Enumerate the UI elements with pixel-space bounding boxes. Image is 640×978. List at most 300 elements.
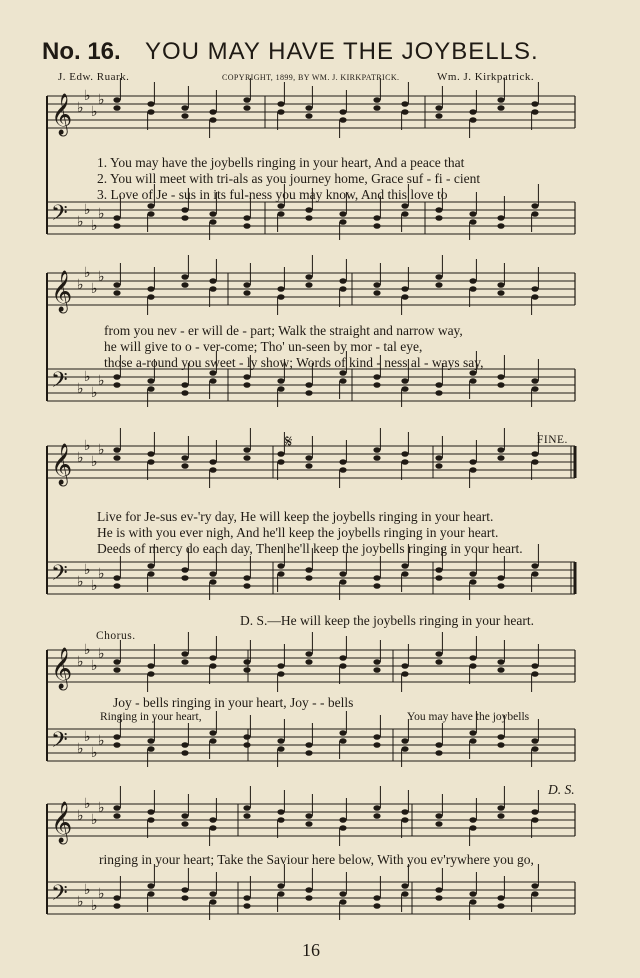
notehead	[305, 105, 312, 111]
notehead	[181, 651, 188, 657]
notehead	[277, 203, 284, 209]
notehead	[305, 651, 312, 657]
flat-icon: ♭	[98, 206, 105, 222]
segno-sign: 𝄋	[285, 432, 293, 451]
notehead	[401, 738, 408, 744]
notehead	[305, 821, 312, 827]
notehead	[435, 813, 442, 819]
notehead	[243, 290, 250, 296]
notehead	[339, 278, 346, 284]
notehead	[469, 663, 476, 669]
notehead	[209, 378, 216, 384]
notehead	[147, 671, 154, 677]
notehead	[209, 467, 216, 473]
notehead	[305, 463, 312, 469]
notehead	[373, 282, 380, 288]
flat-icon: ♭	[91, 218, 98, 234]
notehead	[469, 286, 476, 292]
notehead	[305, 567, 312, 573]
notehead	[243, 813, 250, 819]
notehead	[181, 455, 188, 461]
notehead	[209, 211, 216, 217]
flat-icon: ♭	[77, 100, 84, 116]
flat-icon: ♭	[77, 381, 84, 397]
notehead	[531, 203, 538, 209]
notehead	[435, 651, 442, 657]
notehead	[497, 734, 504, 740]
notehead	[243, 223, 250, 229]
notehead	[181, 895, 188, 901]
notehead	[113, 382, 120, 388]
notehead	[113, 455, 120, 461]
verse-1-line-1: 1. You may have the joybells ringing in your heart, And a peace that	[97, 155, 465, 170]
flat-icon: ♭	[77, 741, 84, 757]
treble-clef-icon: 𝄞	[51, 94, 73, 135]
notehead	[305, 390, 312, 396]
flat-icon: ♭	[84, 369, 91, 385]
notehead	[209, 891, 216, 897]
notehead	[147, 809, 154, 815]
notehead	[469, 467, 476, 473]
notehead	[339, 663, 346, 669]
notehead	[469, 378, 476, 384]
notehead	[339, 891, 346, 897]
notehead	[373, 734, 380, 740]
flat-icon: ♭	[77, 214, 84, 230]
flat-icon: ♭	[98, 733, 105, 749]
chorus-line-2-lyrics: ringing in your heart; Take the Saviour here below, With you ev'rywhere you go,	[99, 852, 534, 867]
notehead	[305, 455, 312, 461]
notehead	[305, 895, 312, 901]
notehead	[209, 286, 216, 292]
notehead	[243, 805, 250, 811]
notehead	[113, 282, 120, 288]
verse-2-line-3: He is with you ever nigh, And he'll keep the joybells ringing in your heart.	[97, 525, 499, 540]
notehead	[373, 583, 380, 589]
notehead	[113, 575, 120, 581]
lyricist-credit: J. Edw. Ruark.	[58, 71, 130, 83]
notehead	[243, 374, 250, 380]
flat-icon: ♭	[84, 562, 91, 578]
notehead	[243, 903, 250, 909]
notehead	[401, 286, 408, 292]
notehead	[147, 211, 154, 217]
notehead	[531, 738, 538, 744]
notehead	[435, 567, 442, 573]
notehead	[277, 671, 284, 677]
notehead	[373, 97, 380, 103]
dal-segno-mark: D. S.	[548, 782, 575, 797]
notehead	[243, 742, 250, 748]
notehead	[531, 294, 538, 300]
notehead	[305, 659, 312, 665]
notehead	[243, 97, 250, 103]
notehead	[497, 742, 504, 748]
notehead	[373, 290, 380, 296]
bass-clef-icon: 𝄢	[51, 561, 68, 591]
notehead	[469, 825, 476, 831]
notehead	[339, 899, 346, 905]
chorus-label: Chorus.	[96, 630, 136, 642]
notehead	[277, 451, 284, 457]
verse-3-line-3: Deeds of mercy do each day, Then he'll keep the joybells ringing in your heart.	[97, 541, 523, 556]
notehead	[531, 746, 538, 752]
flat-icon: ♭	[77, 654, 84, 670]
notehead	[339, 378, 346, 384]
notehead	[469, 655, 476, 661]
notehead	[209, 825, 216, 831]
notehead	[401, 891, 408, 897]
notehead	[113, 667, 120, 673]
notehead	[147, 294, 154, 300]
notehead	[531, 809, 538, 815]
notehead	[277, 809, 284, 815]
notehead	[497, 667, 504, 673]
notehead	[277, 891, 284, 897]
notehead	[277, 211, 284, 217]
notehead	[531, 883, 538, 889]
notehead	[209, 655, 216, 661]
notehead	[497, 105, 504, 111]
notehead	[497, 97, 504, 103]
flat-icon: ♭	[91, 745, 98, 761]
verse-3-line-2: those a-round you sweet - ly show; Words of kind - ness al - ways say,	[104, 355, 484, 370]
notehead	[497, 659, 504, 665]
notehead	[339, 579, 346, 585]
notehead	[373, 813, 380, 819]
notehead	[181, 567, 188, 573]
notehead	[373, 374, 380, 380]
flat-icon: ♭	[77, 277, 84, 293]
notehead	[339, 817, 346, 823]
flat-icon: ♭	[84, 882, 91, 898]
notehead	[277, 459, 284, 465]
notehead	[277, 101, 284, 107]
treble-clef-icon: 𝄞	[51, 802, 73, 843]
notehead	[147, 386, 154, 392]
notehead	[531, 286, 538, 292]
notehead	[373, 805, 380, 811]
notehead	[531, 386, 538, 392]
notehead	[209, 817, 216, 823]
flat-icon: ♭	[84, 729, 91, 745]
notehead	[401, 109, 408, 115]
notehead	[243, 382, 250, 388]
notehead	[339, 219, 346, 225]
notehead	[113, 374, 120, 380]
notehead	[339, 117, 346, 123]
notehead	[209, 730, 216, 736]
notehead	[305, 575, 312, 581]
notehead	[435, 274, 442, 280]
notehead	[469, 278, 476, 284]
verse-3-line-1: 3. Love of Je - sus in its ful-ness you may know, And this love to	[97, 187, 448, 202]
notehead	[305, 274, 312, 280]
notehead	[209, 109, 216, 115]
notehead	[531, 101, 538, 107]
notehead	[435, 750, 442, 756]
notehead	[147, 459, 154, 465]
notehead	[531, 459, 538, 465]
notehead	[373, 659, 380, 665]
notehead	[401, 386, 408, 392]
notehead	[401, 459, 408, 465]
chorus-lyrics: Joy - bells ringing in your heart, Joy - - bells	[113, 695, 354, 710]
notehead	[373, 382, 380, 388]
notehead	[181, 382, 188, 388]
notehead	[531, 891, 538, 897]
notehead	[277, 817, 284, 823]
notehead	[339, 211, 346, 217]
notehead	[113, 223, 120, 229]
notehead	[209, 370, 216, 376]
notehead	[531, 378, 538, 384]
flat-icon: ♭	[77, 574, 84, 590]
notehead	[277, 294, 284, 300]
notehead	[243, 455, 250, 461]
verse-1-line-2: from you nev - er will de - part; Walk the straight and narrow way,	[104, 323, 463, 338]
notehead	[469, 109, 476, 115]
notehead	[181, 105, 188, 111]
notehead	[497, 215, 504, 221]
notehead	[209, 219, 216, 225]
notehead	[113, 583, 120, 589]
notehead	[401, 746, 408, 752]
notehead	[181, 113, 188, 119]
notehead	[277, 386, 284, 392]
bass-clef-icon: 𝄢	[51, 728, 68, 758]
notehead	[113, 215, 120, 221]
notehead	[181, 390, 188, 396]
bass-clef-icon: 𝄢	[51, 368, 68, 398]
notehead	[469, 370, 476, 376]
flat-icon: ♭	[84, 796, 91, 812]
notehead	[113, 895, 120, 901]
notehead	[373, 895, 380, 901]
notehead	[339, 286, 346, 292]
flat-icon: ♭	[98, 646, 105, 662]
notehead	[401, 294, 408, 300]
notehead	[435, 390, 442, 396]
notehead	[469, 117, 476, 123]
notehead	[469, 219, 476, 225]
notehead	[531, 571, 538, 577]
notehead	[147, 891, 154, 897]
notehead	[497, 813, 504, 819]
notehead	[339, 825, 346, 831]
notehead	[469, 891, 476, 897]
treble-clef-icon: 𝄞	[51, 444, 73, 485]
notehead	[531, 451, 538, 457]
notehead	[497, 903, 504, 909]
notehead	[435, 575, 442, 581]
notehead	[497, 805, 504, 811]
notehead	[373, 223, 380, 229]
flat-icon: ♭	[98, 800, 105, 816]
notehead	[181, 274, 188, 280]
notehead	[435, 113, 442, 119]
notehead	[531, 563, 538, 569]
notehead	[469, 211, 476, 217]
notehead	[401, 663, 408, 669]
dal-segno-line: D. S.—He will keep the joybells ringing in your heart.	[240, 613, 534, 628]
notehead	[147, 746, 154, 752]
notehead	[243, 282, 250, 288]
flat-icon: ♭	[84, 88, 91, 104]
notehead	[401, 883, 408, 889]
notehead	[113, 447, 120, 453]
notehead	[401, 563, 408, 569]
notehead	[181, 463, 188, 469]
notehead	[401, 809, 408, 815]
notehead	[277, 883, 284, 889]
notehead	[209, 579, 216, 585]
notehead	[469, 579, 476, 585]
flat-icon: ♭	[91, 898, 98, 914]
notehead	[181, 282, 188, 288]
notehead	[305, 215, 312, 221]
notehead	[113, 734, 120, 740]
notehead	[209, 738, 216, 744]
notehead	[497, 223, 504, 229]
notehead	[113, 105, 120, 111]
flat-icon: ♭	[98, 442, 105, 458]
verse-2-line-1: 2. You will meet with tri-als as you journey home, Grace suf - fi - cient	[97, 171, 481, 186]
notehead	[401, 203, 408, 209]
notehead	[469, 817, 476, 823]
notehead	[243, 734, 250, 740]
notehead	[209, 117, 216, 123]
hymn-title: YOU MAY HAVE THE JOYBELLS.	[145, 38, 539, 65]
flat-icon: ♭	[84, 202, 91, 218]
notehead	[531, 663, 538, 669]
flat-icon: ♭	[91, 658, 98, 674]
notehead	[373, 447, 380, 453]
notehead	[373, 903, 380, 909]
notehead	[277, 109, 284, 115]
notehead	[209, 278, 216, 284]
flat-icon: ♭	[91, 578, 98, 594]
notehead	[469, 899, 476, 905]
notehead	[181, 742, 188, 748]
flat-icon: ♭	[77, 808, 84, 824]
flat-icon: ♭	[91, 454, 98, 470]
notehead	[147, 101, 154, 107]
notehead	[305, 282, 312, 288]
notehead	[181, 821, 188, 827]
notehead	[243, 105, 250, 111]
notehead	[209, 663, 216, 669]
notehead	[401, 817, 408, 823]
notehead	[435, 821, 442, 827]
notehead	[435, 105, 442, 111]
flat-icon: ♭	[84, 438, 91, 454]
notehead	[339, 467, 346, 473]
notehead	[435, 887, 442, 893]
flat-icon: ♭	[98, 269, 105, 285]
notehead	[497, 455, 504, 461]
notehead	[401, 451, 408, 457]
notehead	[277, 571, 284, 577]
notehead	[209, 571, 216, 577]
notehead	[113, 742, 120, 748]
notehead	[277, 563, 284, 569]
flat-icon: ♭	[98, 373, 105, 389]
notehead	[531, 109, 538, 115]
notehead	[209, 459, 216, 465]
notehead	[373, 575, 380, 581]
notehead	[277, 738, 284, 744]
notehead	[435, 463, 442, 469]
treble-clef-icon: 𝄞	[51, 271, 73, 312]
notehead	[373, 105, 380, 111]
notehead	[401, 671, 408, 677]
flat-icon: ♭	[91, 104, 98, 120]
notehead	[147, 203, 154, 209]
bass-clef-icon: 𝄢	[51, 201, 68, 231]
notehead	[435, 659, 442, 665]
notehead	[147, 817, 154, 823]
verse-2-line-2: he will give to o - ver-come; Tho' un-seen by mor - tal eye,	[104, 339, 423, 354]
notehead	[373, 455, 380, 461]
verse-1-line-3: Live for Je-sus ev-'ry day, He will keep the joybells ringing in your heart.	[97, 509, 494, 524]
notehead	[181, 813, 188, 819]
notehead	[181, 750, 188, 756]
notehead	[147, 109, 154, 115]
notehead	[147, 663, 154, 669]
notehead	[435, 455, 442, 461]
flat-icon: ♭	[77, 894, 84, 910]
notehead	[339, 738, 346, 744]
notehead	[305, 813, 312, 819]
notehead	[243, 667, 250, 673]
notehead	[305, 382, 312, 388]
notehead	[497, 374, 504, 380]
flat-icon: ♭	[91, 812, 98, 828]
notehead	[305, 887, 312, 893]
notehead	[181, 207, 188, 213]
notehead	[435, 382, 442, 388]
notehead	[243, 895, 250, 901]
notehead	[243, 215, 250, 221]
notehead	[497, 282, 504, 288]
notehead	[401, 101, 408, 107]
notehead	[147, 883, 154, 889]
notehead	[339, 459, 346, 465]
notehead	[147, 451, 154, 457]
notehead	[243, 583, 250, 589]
notehead	[373, 742, 380, 748]
notehead	[401, 378, 408, 384]
notehead	[497, 290, 504, 296]
flat-icon: ♭	[91, 385, 98, 401]
notehead	[497, 583, 504, 589]
notehead	[497, 382, 504, 388]
notehead	[435, 282, 442, 288]
notehead	[305, 207, 312, 213]
chorus-bass-echo-right: You may have the joybells	[407, 711, 530, 723]
notehead	[339, 571, 346, 577]
notehead	[181, 215, 188, 221]
notehead	[401, 211, 408, 217]
notehead	[113, 97, 120, 103]
notehead	[497, 575, 504, 581]
notehead	[277, 286, 284, 292]
flat-icon: ♭	[98, 886, 105, 902]
notehead	[435, 215, 442, 221]
notehead	[469, 738, 476, 744]
notehead	[305, 750, 312, 756]
